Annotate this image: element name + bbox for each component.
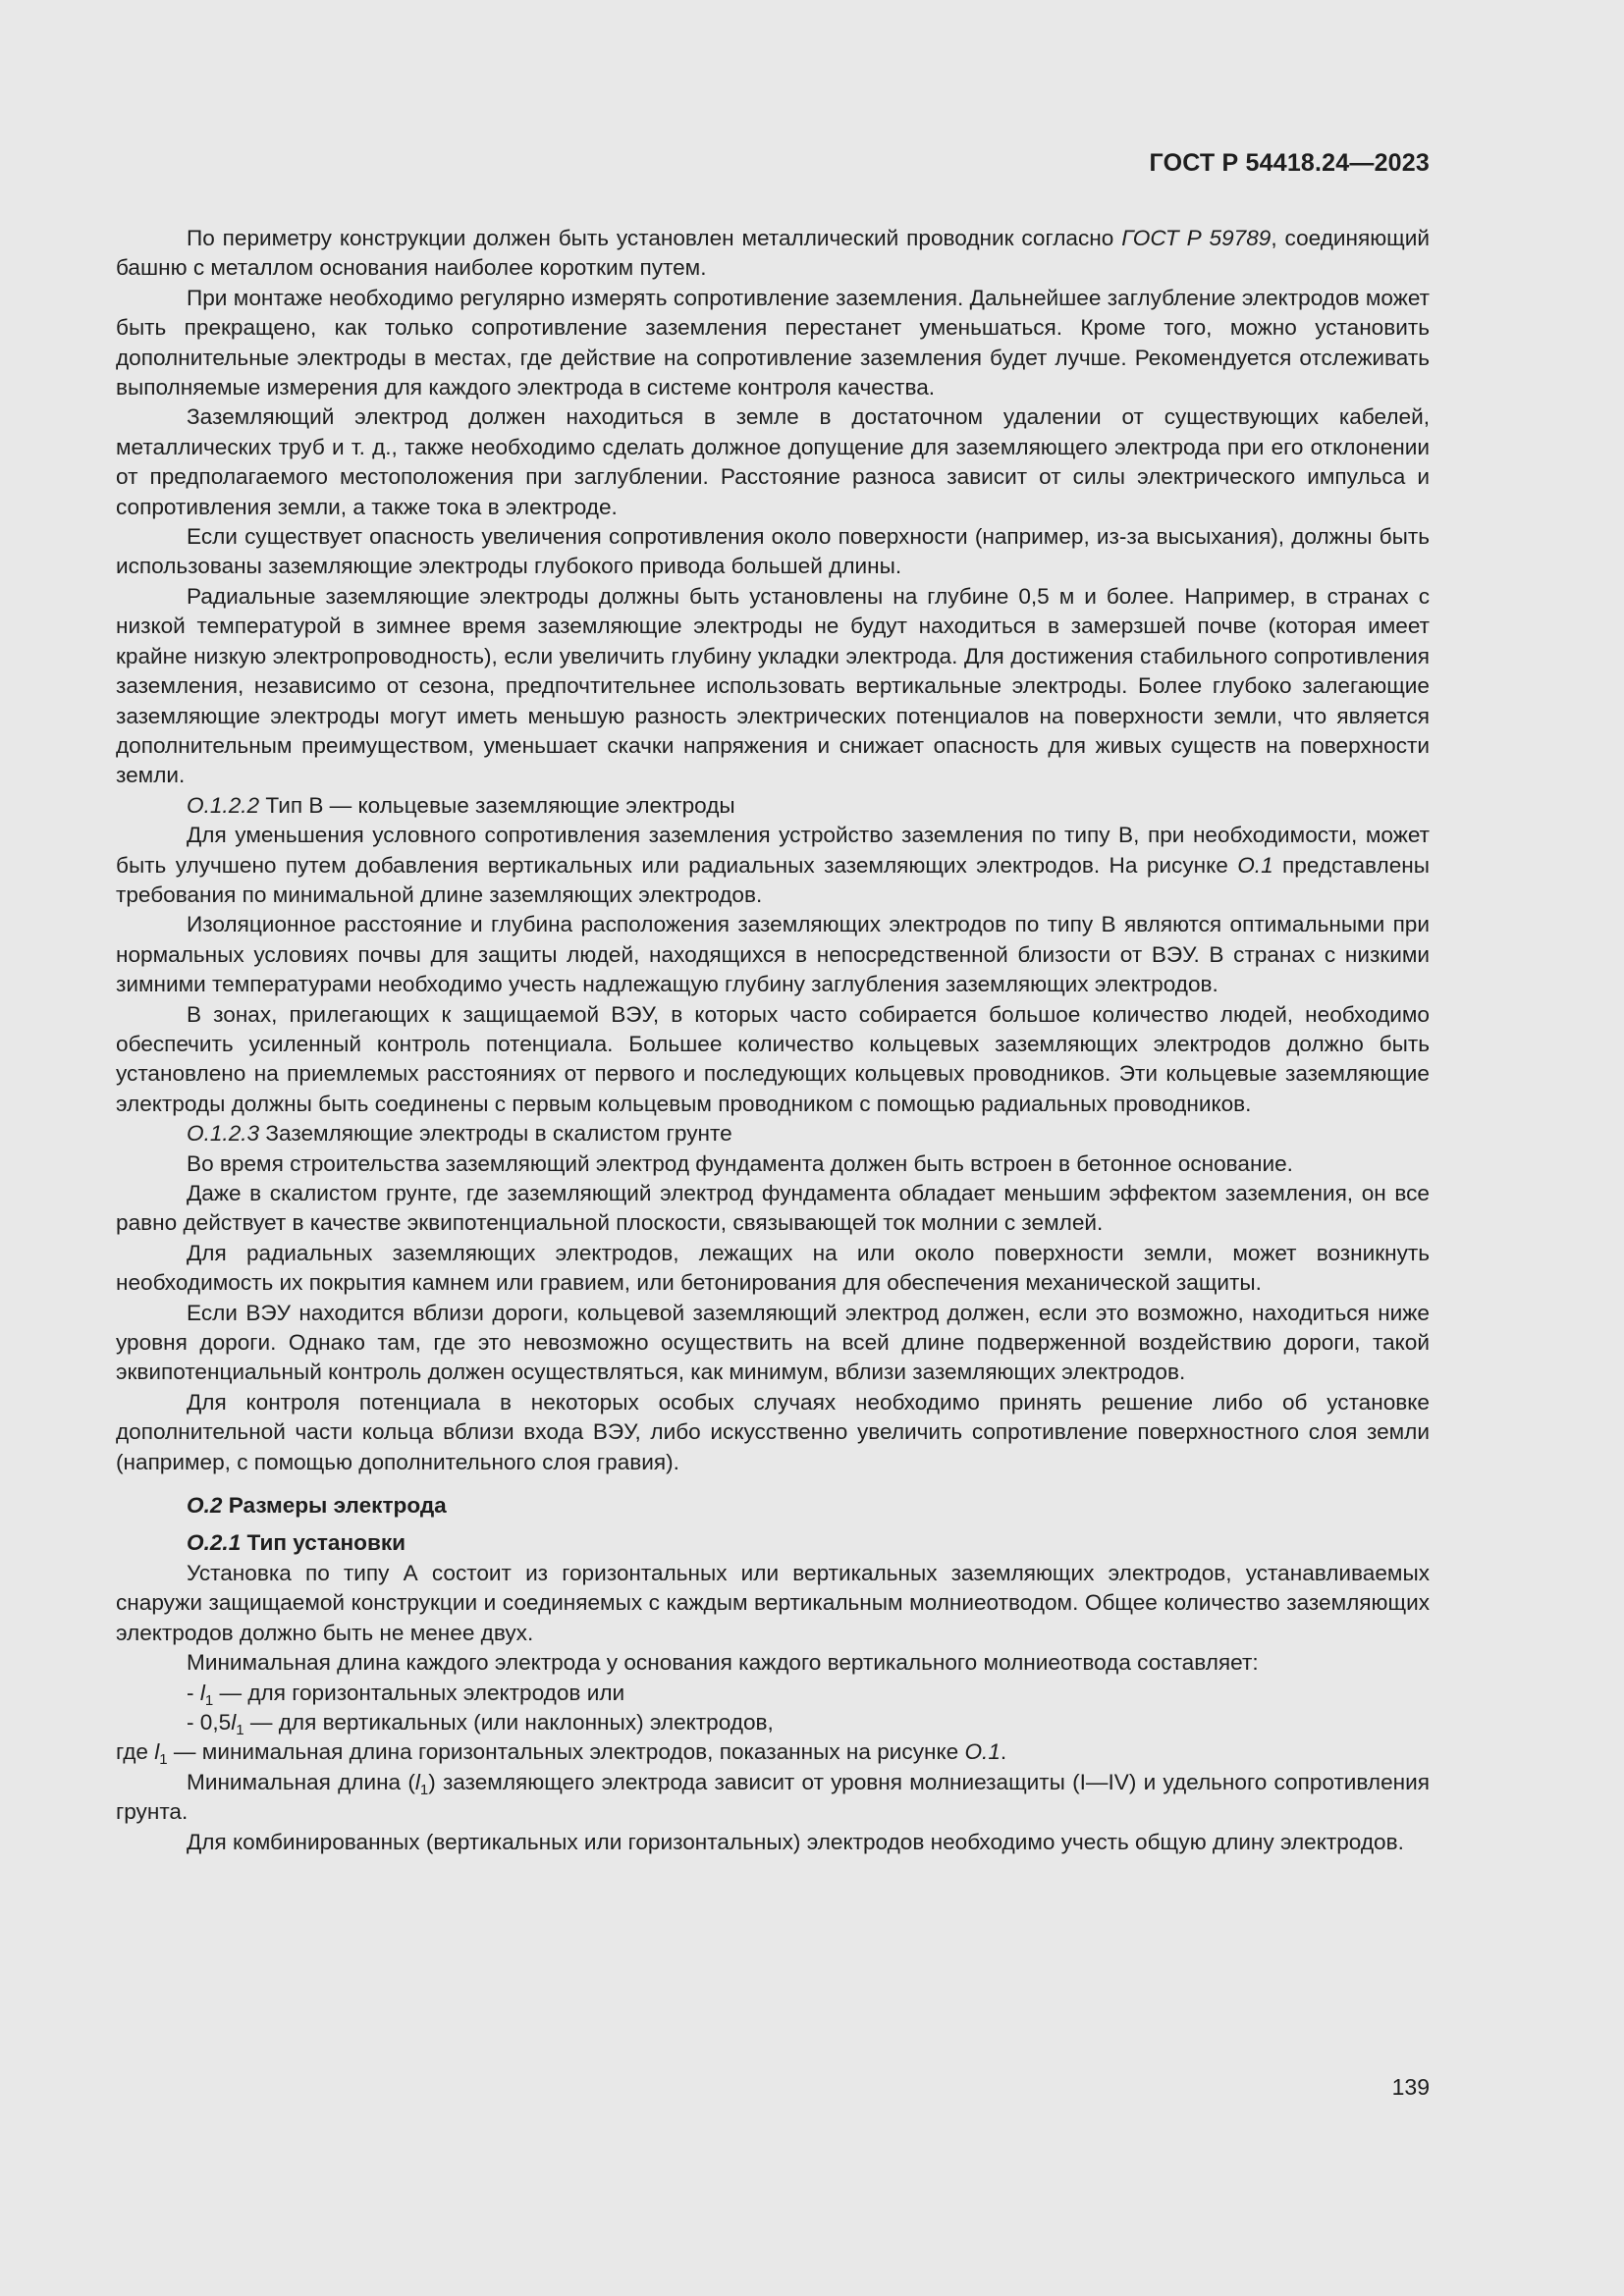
text-run: — для вертикальных (или наклонных) электродов, xyxy=(244,1709,774,1735)
variable: l xyxy=(199,1680,205,1705)
subscript: 1 xyxy=(204,1691,214,1709)
paragraph: Для комбинированных (вертикальных или горизонтальных) электродов необходимо учесть общую длину электродов. xyxy=(187,1829,1404,1854)
section-title: Размеры электрода xyxy=(222,1493,447,1519)
section-number: О.2 xyxy=(187,1493,223,1519)
document-header: ГОСТ Р 54418.24—2023 xyxy=(1149,149,1430,177)
variable: l xyxy=(154,1739,160,1765)
text-run: По периметру конструкции должен быть установлен металлический проводник согласно xyxy=(187,226,1122,250)
text-run: — минимальная длина горизонтальных электродов, показанных на рисунке xyxy=(167,1739,965,1765)
paragraph xyxy=(116,821,1430,910)
paragraph: Радиальные заземляющие электроды должны быть установлены на глубине 0,5 м и более. Например, в странах с низкой температурой в зимнее время заземляющие электроды не будут находиться в замерзшей почве (которая имеет крайне низкую электропроводность), если увеличить глубину укладки электрода. Для достижения стабильного сопротивления заземления, независимо от сезона, предпочтительнее использовать вертикальные электроды. Более глубоко залегающие заземляющие электроды могут иметь меньшую разность электрических потенциалов на поверхности земли, что является дополнительным преимуществом, уменьшает скачки напряжения и снижает опасность для живых существ на поверхности земли. xyxy=(116,583,1430,788)
figure-reference: О.1 xyxy=(1237,852,1273,878)
standard-reference: ГОСТ Р 59789 xyxy=(1121,226,1272,250)
list-item xyxy=(116,1708,1430,1737)
variable: l xyxy=(231,1709,237,1735)
paragraph xyxy=(116,1768,1430,1828)
text-run: - xyxy=(187,1680,200,1705)
list-item xyxy=(116,1679,1430,1708)
text-run: представлены требования по минимальной длине заземляющих электродов. xyxy=(116,852,1431,907)
text-run: — для горизонтальных электродов или xyxy=(213,1680,625,1705)
subsection-title: Заземляющие электроды в скалистом грунте xyxy=(259,1121,732,1147)
subsection-number: О.1.2.2 xyxy=(187,792,260,818)
paragraph: В зонах, прилегающих к защищаемой ВЭУ, в которых часто собирается большое количество людей, необходимо обеспечить усиленный контроль потенциала. Большее количество кольцевых заземляющих электродов должно быть установлено на приемлемых расстояниях от первого и последующих кольцевых проводников. Эти кольцевые заземляющие электроды должны быть соединены с первым кольцевым проводником с помощью радиальных проводников. xyxy=(116,1001,1430,1116)
paragraph: Даже в скалистом грунте, где заземляющий электрод фундамента обладает меньшим эффектом заземления, он все равно действует в качестве эквипотенциальной плоскости, связывающей ток молнии с землей. xyxy=(116,1181,1430,1236)
paragraph: Установка по типу А состоит из горизонтальных или вертикальных заземляющих электродов, устанавливаемых снаружи защищаемой конструкции и соединяемых с каждым вертикальным молниеотводом. Общее количество заземляющих электродов должно быть не менее двух. xyxy=(116,1560,1430,1645)
paragraph: При монтаже необходимо регулярно измерять сопротивление заземления. Дальнейшее заглубление электродов может быть прекращено, как только сопротивление заземления перестанет уменьшаться. Кроме того, можно установить дополнительные электроды в местах, где действие на сопротивление заземления будет лучше. Рекомендуется отслеживать выполняемые измерения для каждого электрода в системе контроля качества. xyxy=(116,285,1430,400)
paragraph: Во время строительства заземляющий электрод фундамента должен быть встроен в бетонное основание. xyxy=(187,1150,1293,1176)
paragraph: Для контроля потенциала в некоторых особых случаях необходимо принять решение либо об установке дополнительной части кольца вблизи входа ВЭУ, либо искусственно увеличить сопротивление поверхностного слоя земли (например, с помощью дополнительного слоя гравия). xyxy=(116,1389,1430,1474)
paragraph: Минимальная длина каждого электрода у основания каждого вертикального молниеотвода составляет: xyxy=(187,1650,1259,1676)
subsection-number: О.2.1 xyxy=(187,1530,242,1556)
subsection-heading xyxy=(116,791,1430,821)
text-run: Минимальная длина ( xyxy=(187,1769,415,1794)
page-number: 139 xyxy=(1391,2074,1430,2100)
subscript: 1 xyxy=(236,1721,244,1738)
text-run: , соединяющий башню с металлом основания наиболее коротким путем. xyxy=(116,226,1430,281)
figure-reference: О.1 xyxy=(964,1739,1001,1765)
paragraph: Если существует опасность увеличения сопротивления около поверхности (например, из-за высыхания), должны быть использованы заземляющие электроды глубокого привода большей длины. xyxy=(116,524,1430,579)
subscript: 1 xyxy=(419,1781,429,1798)
subsection-title: Тип установки xyxy=(241,1530,406,1556)
where-clause xyxy=(116,1737,1430,1767)
subsection-title: Тип В — кольцевые заземляющие электроды xyxy=(259,792,735,818)
paragraph: Для радиальных заземляющих электродов, лежащих на или около поверхности земли, может возникнуть необходимость их покрытия камнем или гравием, или бетонирования для обеспечения механической защиты. xyxy=(116,1240,1430,1296)
paragraph: Изоляционное расстояние и глубина расположения заземляющих электродов по типу В являются оптимальными при нормальных условиях почвы для защиты людей, находящихся в непосредственной близости от ВЭУ. В странах с низкими зимними температурами необходимо учесть надлежащую глубину заглубления заземляющих электродов. xyxy=(116,912,1430,997)
document-body xyxy=(116,224,1430,1857)
paragraph: Заземляющий электрод должен находиться в земле в достаточном удалении от существующих кабелей, металлических труб и т. д., также необходимо сделать должное допущение для заземляющего электрода при его отклонении от предполагаемого местоположения при заглублении. Расстояние разноса зависит от силы электрического импульса и сопротивления земли, а также тока в электроде. xyxy=(116,404,1430,519)
text-run: Для уменьшения условного сопротивления заземления устройство заземления по типу В, при необходимости, может быть улучшено путем добавления вертикальных или радиальных заземляющих электродов. На рисунке xyxy=(116,823,1430,878)
subscript: 1 xyxy=(159,1751,168,1769)
subsection-heading xyxy=(116,1528,1430,1558)
section-heading xyxy=(116,1491,1430,1521)
subsection-number: О.1.2.3 xyxy=(187,1121,260,1147)
variable: l xyxy=(414,1769,420,1794)
subsection-heading xyxy=(116,1119,1430,1148)
paragraph: Если ВЭУ находится вблизи дороги, кольцевой заземляющий электрод должен, если это возможно, находиться ниже уровня дороги. Однако там, где это невозможно осуществить на всей длине подверженной воздействию дороги, такой эквипотенциальный контроль должен осуществляться, как минимум, вблизи заземляющих электродов. xyxy=(116,1300,1430,1385)
text-run: . xyxy=(1000,1739,1007,1765)
text-run: - 0,5 xyxy=(187,1709,232,1735)
text-run: ) заземляющего электрода зависит от уровня молниезащиты (I—IV) и удельного сопротивления грунта. xyxy=(116,1769,1430,1825)
paragraph xyxy=(116,224,1430,284)
text-run: где xyxy=(116,1739,155,1765)
